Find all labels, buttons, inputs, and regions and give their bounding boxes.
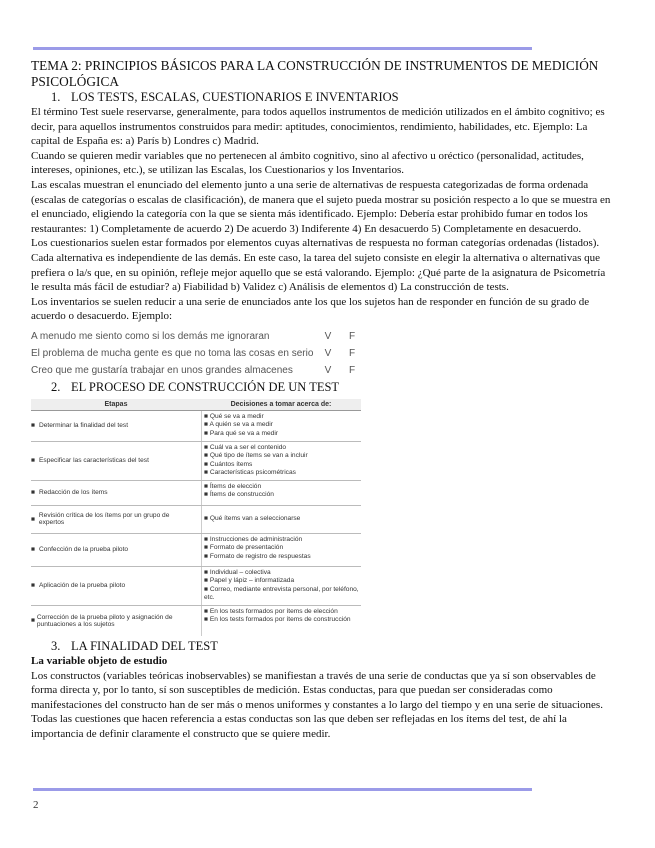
paragraph-inventories: Los inventarios se suelen reducir a una serie de enunciados ante los que los sujetos han de responder en función de su grado de acuerdo o desacuerdo. Ejemplo: [31,295,590,323]
inventory-example-text: A menudo me siento como si los demás me ignoraran [31,330,270,342]
subheading-variable: La variable objeto de estudio [31,654,168,667]
bottom-rule [33,788,532,791]
paragraph-scales: Las escalas muestran el enunciado del elemento junto a una serie de alternativas de respuesta categorizadas de forma ordenada (escalas de categorías o escalas de clasificación), de manera que el sujeto pueda mostrar su posición respecto a lo que se muestra en el enunciado, eligiendo la categoría con la que se sienta más identificado. Ejemplo: Debería estar prohibido fumar en todos los restaurantes: 1) Completamente de acuerdo 2) De acuerdo 3) Indiferente 4) En desacuerdo 5) Completamente en desacuerdo. [31,178,611,235]
table-row: ■ Especificar las características del test ■ Cuál va a ser el contenido ■ Qué tipo de ítems se van a incluir ■ Cuántos ítems ■ Características psicométricas [31,442,361,481]
table-row: ■ Revisión crítica de los ítems por un grupo de expertos ■ Qué ítems van a seleccionarse [31,506,361,534]
table-header [31,399,361,411]
section-2-heading [51,380,611,395]
section-3-heading [51,639,611,654]
section-1-number: 1. [51,90,61,104]
option-false: F [348,347,356,359]
bullet-icon: ■ [31,489,35,497]
bullet-icon: ■ [31,546,35,554]
paragraph-scales-intro: Cuando se quieren medir variables que no pertenecen al ámbito cognitivo, sino al afectivo u oréctico (personalidad, actitudes, intereses, opiniones, etc.), se utilizan las Escalas, los Cuestionarios y los Inventarios. [31,149,584,177]
bullet-icon: ■ [31,422,35,430]
decision-item: Individual – colectiva [209,568,271,576]
decision-item: Qué ítems van a seleccionarse [209,515,301,523]
section-3-title: LA FINALIDAD DEL TEST [71,638,218,653]
section-2-title: EL PROCESO DE CONSTRUCCIÓN DE UN TEST [71,379,340,394]
inventory-example-row [31,345,611,362]
document-page [31,58,611,741]
bullet-icon: ■ [31,582,35,590]
decision-item: Instrucciones de administración [209,535,303,543]
top-rule [33,47,532,50]
decision-item: Características psicométricas [209,469,296,477]
decision-item: Formato de registro de respuestas [209,552,311,560]
section-3-number: 3. [51,638,61,653]
decision-item: Para qué se va a medir [209,429,279,437]
paragraph-questionnaires: Los cuestionarios suelen estar formados por elementos cuyas alternativas de respuesta no forman categorías ordenadas (listados). Cada alternativa es independiente de las demás. En este caso, la tarea del sujeto consiste en elegir la alternativa o alternativas que prefiera o la/s que, en su opinión, refleje mejor aquello que se está valorando. Ejemplo: ¿Qué parte de la asignatura de Psicometría le resulta más fácil de estudiar? a) Fiabilidad b) Validez c) Análisis de elementos d) La construcción de tests. [31,237,606,294]
inventory-example-row [31,362,611,379]
stage-label: Determinar la finalidad del test [39,422,129,430]
decision-item: En los tests formados por ítems de elección [209,607,338,615]
table-row: ■ Aplicación de la prueba piloto ■ Individual – colectiva ■ Papel y lápiz – informatizada ■ Correo, mediante entrevista personal, por teléfono, etc. [31,567,361,606]
inventory-example-text: El problema de mucha gente es que no toma las cosas en serio [31,347,314,359]
page-title: TEMA 2: PRINCIPIOS BÁSICOS PARA LA CONSTRUCCIÓN DE INSTRUMENTOS DE MEDICIÓN PSICOLÓGICA [31,58,599,89]
stage-label: Revisión crítica de los ítems por un grupo de expertos [38,512,170,527]
construction-stages-table [31,399,361,636]
option-false: F [348,364,356,376]
page-number: 2 [33,799,39,811]
paragraph-constructs: Los constructos (variables teóricas inobservables) se manifiestan a través de una serie de conductas que ya sí son observables de forma directa y, por lo tanto, sí son susceptibles de medición. Estas conductas, para que puedan ser consideradas como manifestaciones del constructo han de ser más o menos uniformes y constantes a lo largo del tiempo y en una serie de situaciones. Todas las cuestiones que hacen referencia a estas conductas son las que deben ser reflejadas en los ítems del test, de ahí la importancia de definir claramente el constructo que se quiere medir. [31,669,603,740]
stage-label: Aplicación de la prueba piloto [39,582,126,590]
bullet-icon: ■ [31,457,35,465]
option-true: V [324,364,332,376]
decision-item: Correo, mediante entrevista personal, por teléfono, etc. [204,585,359,602]
decision-item: Qué tipo de ítems se van a incluir [209,452,308,460]
inventory-examples [31,328,611,379]
stage-label: Corrección de la prueba piloto y asignación de puntuaciones a los sujetos [36,613,173,628]
inventory-example-row [31,328,611,345]
section-2-number: 2. [51,379,61,394]
inventory-example-text: Creo que me gustaría trabajar en unos grandes almacenes [31,364,293,376]
decision-item: Cuántos ítems [209,460,253,468]
decision-item: Formato de presentación [209,544,284,552]
bullet-icon: ■ [31,617,35,625]
table-row: ■ Determinar la finalidad del test ■ Qué se va a medir ■ A quién se va a medir ■ Para qué se va a medir [31,411,361,442]
bullet-icon: ■ [31,515,35,523]
stage-label: Redacción de los ítems [39,489,108,497]
option-false: F [348,330,356,342]
header-stages: Etapas [104,400,128,408]
section-1-title: LOS TESTS, ESCALAS, CUESTIONARIOS E INVENTARIOS [71,90,399,104]
decision-item: A quién se va a medir [209,421,273,429]
option-true: V [324,330,332,342]
option-true: V [324,347,332,359]
section-1-heading [51,90,611,105]
decision-item: Qué se va a medir [209,412,264,420]
paragraph-tests: El término Test suele reservarse, generalmente, para todos aquellos instrumentos de medición utilizados en el ámbito cognitivo; es decir, para aquellos instrumentos construidos para medir: aptitudes, conocimientos, rendimiento, habilidades, etc. Ejemplo: La capital de España es: a) París b) Londres c) Madrid. [31,106,605,148]
decision-item: Cuál va a ser el contenido [209,443,287,451]
stage-label: Especificar las características del test [39,457,149,465]
table-row: ■ Corrección de la prueba piloto y asignación de puntuaciones a los sujetos ■ En los tests formados por ítems de elección ■ En los tests formados por ítems de construcción [31,606,361,636]
header-decisions: Decisiones a tomar acerca de: [230,400,332,408]
decision-item: Papel y lápiz – informatizada [209,577,295,585]
stage-label: Confección de la prueba piloto [39,546,129,554]
decision-item: Ítems de elección [209,482,262,490]
decision-item: En los tests formados por ítems de construcción [209,616,351,624]
decision-item: Ítems de construcción [209,491,274,499]
table-row: ■ Redacción de los ítems ■ Ítems de elección ■ Ítems de construcción [31,481,361,506]
table-row: ■ Confección de la prueba piloto ■ Instrucciones de administración ■ Formato de presentación ■ Formato de registro de respuestas [31,534,361,567]
